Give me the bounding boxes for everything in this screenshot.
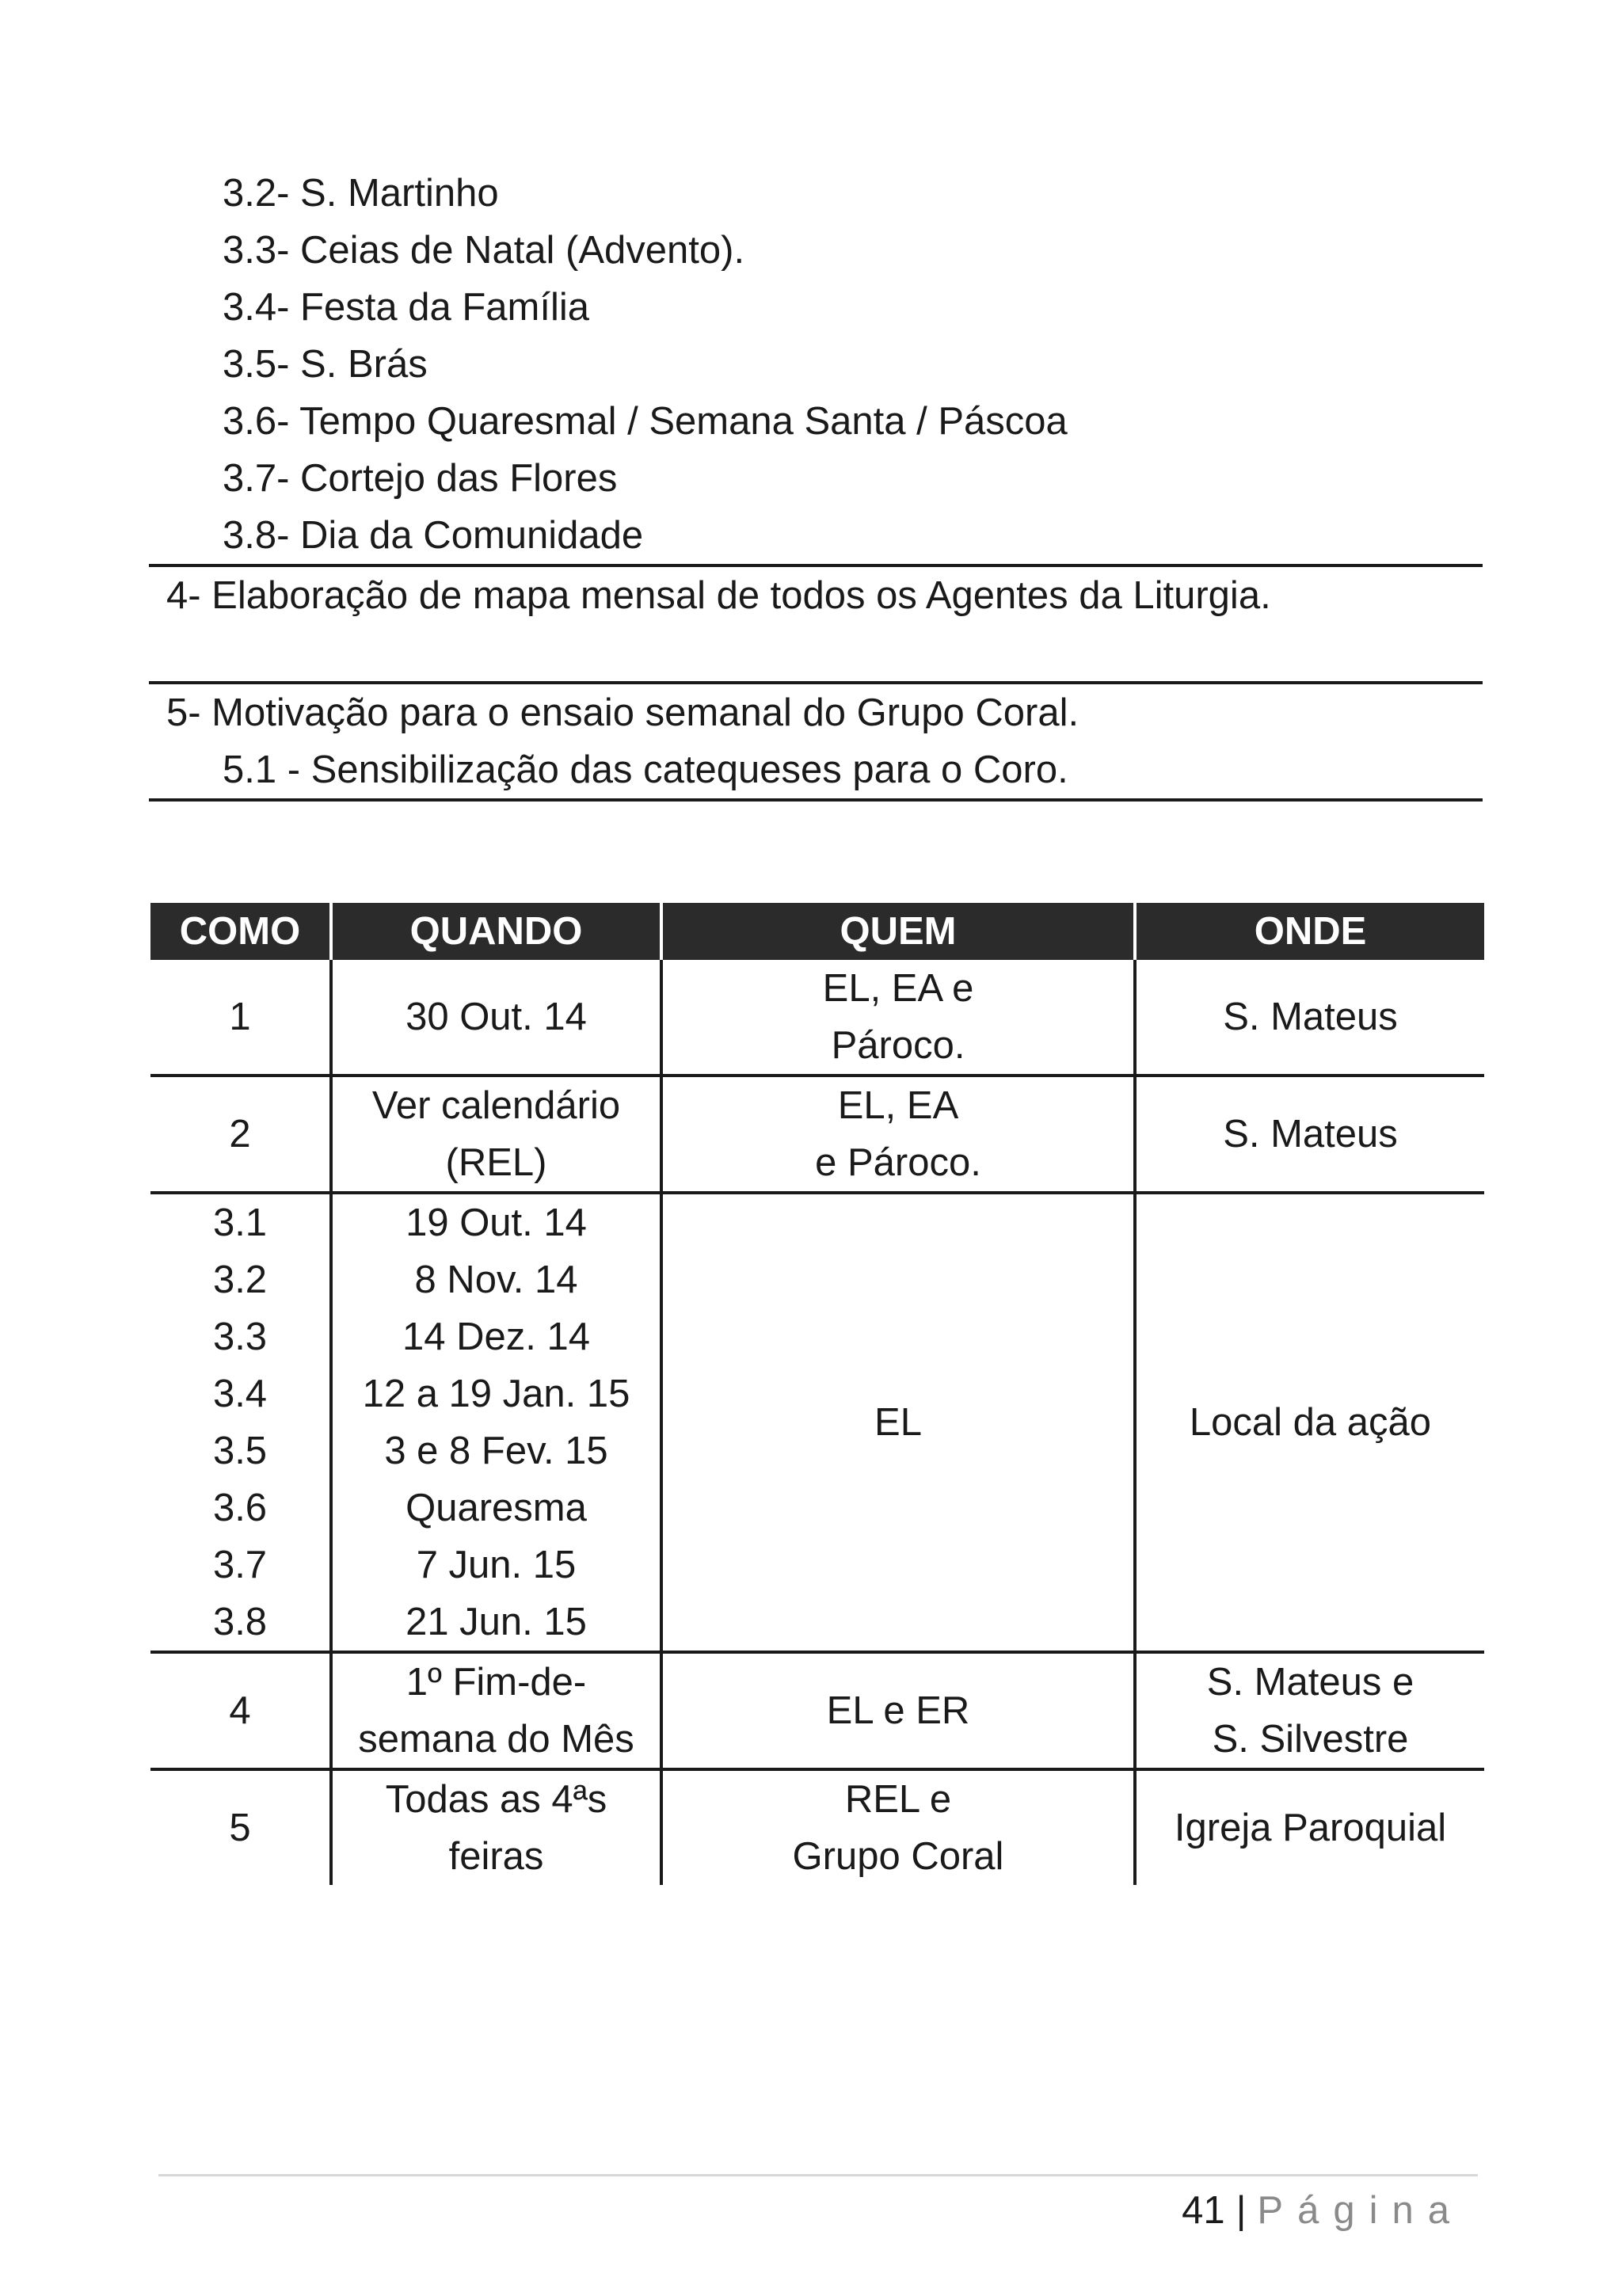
cell-onde [1135, 1652, 1484, 1769]
cell-line: 3.2 [212, 1258, 268, 1301]
table-row [150, 1652, 1484, 1769]
list-item-5-1: 5.1 - Sensibilização das catequeses para o Coro. [223, 748, 1068, 791]
page-number: 41 [1182, 2189, 1225, 2232]
header-onde: ONDE [1135, 903, 1484, 960]
cell-line: 3.8 [212, 1601, 268, 1643]
cell-line: (REL) [445, 1141, 547, 1184]
cell-quem: EL [661, 1193, 1135, 1652]
cell-quem [661, 1076, 1135, 1193]
section-5 [149, 681, 1483, 802]
footer-separator: | [1236, 2189, 1247, 2232]
cell-como [150, 1193, 331, 1652]
schedule-table [150, 903, 1484, 1885]
cell-line: S. Mateus e [1206, 1661, 1414, 1704]
cell-line: S. Silvestre [1212, 1718, 1409, 1761]
cell-como: 4 [150, 1652, 331, 1769]
cell-line: 14 Dez. 14 [402, 1316, 590, 1358]
cell-onde: S. Mateus [1135, 1076, 1484, 1193]
page-word: Página [1257, 2189, 1464, 2232]
cell-quando [331, 1652, 661, 1769]
page-footer [1182, 2182, 1464, 2239]
list-item-3-6: 3.6- Tempo Quaresmal / Semana Santa / Páscoa [223, 400, 1068, 443]
cell-line: Ver calendário [371, 1084, 621, 1127]
cell-line: 3.6 [212, 1487, 268, 1529]
cell-como: 5 [150, 1769, 331, 1885]
table-row [150, 960, 1484, 1076]
cell-line: 12 a 19 Jan. 15 [362, 1373, 630, 1415]
cell-quando [331, 1193, 661, 1652]
cell-quem [661, 1769, 1135, 1885]
cell-line: Pároco. [831, 1024, 965, 1067]
table-row [150, 1193, 1484, 1652]
cell-quem [661, 960, 1135, 1076]
table-row [150, 1769, 1484, 1885]
cell-line: 1º Fim-de- [406, 1661, 587, 1704]
header-como: COMO [150, 903, 331, 960]
table-header-row [150, 903, 1484, 960]
cell-como: 2 [150, 1076, 331, 1193]
table-row [150, 1076, 1484, 1193]
footer-divider [158, 2174, 1478, 2176]
cell-onde: Local da ação [1135, 1193, 1484, 1652]
cell-line: 3.1 [212, 1201, 268, 1244]
cell-quando [331, 1769, 661, 1885]
cell-line: feiras [448, 1835, 544, 1878]
list-item-3-4: 3.4- Festa da Família [223, 286, 589, 329]
cell-onde: Igreja Paroquial [1135, 1769, 1484, 1885]
list-item-3-7: 3.7- Cortejo das Flores [223, 457, 618, 500]
list-item-3-8: 3.8- Dia da Comunidade [223, 514, 644, 557]
cell-line: Todas as 4ªs [385, 1778, 607, 1821]
list-item-3-5: 3.5- S. Brás [223, 343, 428, 386]
list-item-4: 4- Elaboração de mapa mensal de todos os Agentes da Liturgia. [166, 574, 1271, 617]
cell-line: e Pároco. [815, 1141, 981, 1184]
cell-line: Grupo Coral [792, 1835, 1004, 1878]
cell-line: REL e [844, 1778, 952, 1821]
cell-line: EL, EA e [822, 967, 974, 1010]
cell-line: 7 Jun. 15 [416, 1544, 577, 1586]
cell-line: 3 e 8 Fev. 15 [384, 1430, 608, 1472]
cell-quem: EL e ER [661, 1652, 1135, 1769]
cell-line: 3.5 [212, 1430, 268, 1472]
cell-onde: S. Mateus [1135, 960, 1484, 1076]
cell-quando [331, 1076, 661, 1193]
list-item-3-2: 3.2- S. Martinho [223, 172, 499, 215]
cell-line: 3.7 [212, 1544, 268, 1586]
header-quando: QUANDO [331, 903, 661, 960]
activity-list [149, 165, 1483, 802]
cell-line: 3.4 [212, 1373, 268, 1415]
cell-line: 3.3 [212, 1316, 268, 1358]
cell-line: 8 Nov. 14 [414, 1258, 578, 1301]
cell-como: 1 [229, 996, 251, 1038]
cell-line: 19 Out. 14 [406, 1201, 587, 1244]
cell-line: Quaresma [406, 1487, 587, 1529]
cell-line: EL, EA [837, 1084, 959, 1127]
header-quem: QUEM [661, 903, 1135, 960]
cell-line: 21 Jun. 15 [406, 1601, 587, 1643]
section-4 [149, 564, 1483, 681]
cell-line: semana do Mês [358, 1718, 634, 1761]
list-item-5: 5- Motivação para o ensaio semanal do Grupo Coral. [166, 691, 1079, 734]
cell-quando: 30 Out. 14 [331, 960, 661, 1076]
list-item-3-3: 3.3- Ceias de Natal (Advento). [223, 229, 745, 272]
